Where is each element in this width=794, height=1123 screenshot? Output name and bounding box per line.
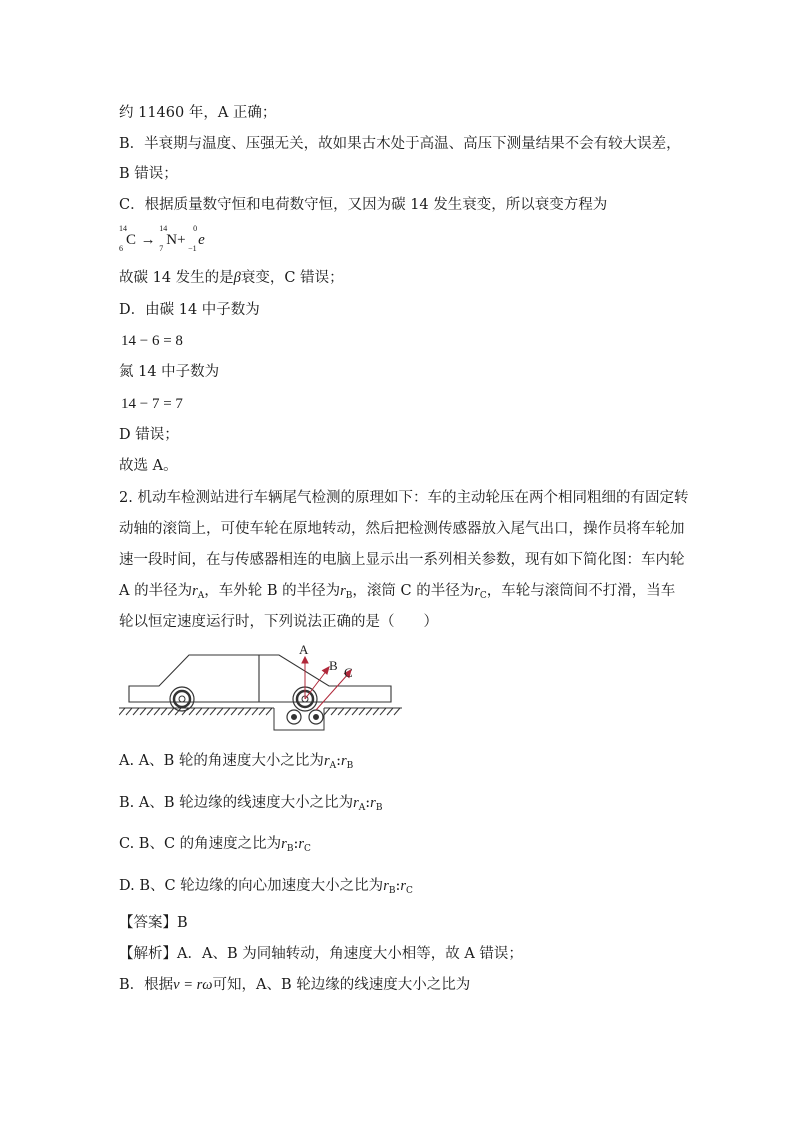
subscript: B — [375, 803, 383, 813]
text-line: B 错误； — [119, 166, 178, 182]
ratio-colon: : — [365, 795, 371, 811]
text-line: 故选 A。 — [119, 458, 178, 474]
subscript: C — [406, 886, 413, 896]
text-line — [119, 268, 344, 288]
radius-symbol: r — [340, 753, 347, 769]
hatch-mark — [147, 708, 153, 715]
text-fragment: 衰变，C 错误； — [240, 270, 344, 286]
hatch-mark — [189, 708, 195, 715]
radius-symbol: r — [281, 836, 287, 852]
reaction-arrow: → — [140, 232, 156, 248]
question-line: 轮以恒定速度运行时，下列说法正确的是（ ） — [119, 614, 438, 630]
subscript: B — [346, 761, 354, 771]
hatch-mark — [331, 708, 337, 715]
subscript: B — [388, 886, 396, 896]
hatch-mark — [245, 708, 251, 715]
ratio-colon: : — [395, 878, 401, 894]
text-fragment: ，滚筒 C 的半径为 — [352, 583, 475, 599]
text-fragment: ，车轮与滚筒间不打滑，当车 — [486, 583, 676, 599]
formula: v = rω — [173, 977, 213, 993]
hatch-mark — [366, 708, 372, 715]
hatch-mark — [210, 708, 216, 715]
option-a — [119, 751, 353, 776]
hatch-mark — [196, 708, 202, 715]
hatch-mark — [119, 708, 125, 715]
text-fragment: 故碳 14 发生的是 — [119, 270, 234, 286]
charge-number: −1 — [188, 244, 197, 253]
nitrogen-nuclide — [159, 224, 178, 253]
charge-number: 7 — [159, 244, 164, 253]
option-text: D. B、C 轮边缘的向心加速度大小之比为 — [119, 878, 384, 894]
hatch-mark — [231, 708, 237, 715]
plus-sign: + — [177, 232, 186, 248]
element-symbol: e — [198, 232, 205, 248]
text-line: D．由碳 14 中子数为 — [119, 302, 260, 318]
text-line: 约 11460 年，A 正确； — [119, 105, 277, 121]
radius-symbol: r — [474, 583, 480, 599]
carbon-nuclide — [119, 224, 137, 253]
rear-wheel — [170, 687, 194, 711]
hatch-mark — [338, 708, 344, 715]
text-line: D 错误； — [119, 427, 179, 443]
ground-hatching — [119, 708, 402, 715]
hatch-mark — [140, 708, 146, 715]
radius-symbol: r — [192, 583, 198, 599]
mass-number: 0 — [193, 224, 198, 233]
question-line: 2. 机动车检测站进行车辆尾气检测的原理如下：车的主动轮压在两个相同粗细的有固定转 — [119, 490, 689, 506]
text-line: B．半衰期与温度、压强无关，故如果古木处于高温、高压下测量结果不会有较大误差， — [119, 136, 681, 152]
roller-left — [287, 710, 301, 724]
hatch-mark — [373, 708, 379, 715]
hatch-mark — [345, 708, 351, 715]
hatch-mark — [394, 708, 400, 715]
hatch-mark — [252, 708, 258, 715]
option-text: C. B、C 的角速度之比为 — [119, 836, 282, 852]
subscript: B — [286, 844, 294, 854]
label-a: A — [299, 642, 309, 657]
mass-number: 14 — [159, 224, 168, 233]
element-symbol: C — [126, 232, 137, 248]
hatch-mark — [224, 708, 230, 715]
option-d — [119, 876, 413, 901]
hatch-mark — [259, 708, 265, 715]
decay-equation — [119, 224, 205, 253]
equation-line: 14 − 6 = 8 — [121, 333, 183, 349]
subscript: C — [479, 591, 487, 601]
subscript: A — [358, 803, 366, 813]
radius-symbol: r — [383, 878, 389, 894]
subscript: C — [303, 844, 311, 854]
question-line: 速一段时间，在与传感器相连的电脑上显示出一系列相关参数，现有如下简化图：车内轮 — [119, 552, 685, 568]
radius-symbol: r — [323, 753, 330, 769]
answer-label: 【答案】B — [119, 915, 188, 931]
charge-number: 6 — [119, 244, 123, 253]
subscript: A — [329, 761, 337, 771]
equation-line: 14 − 7 = 7 — [121, 396, 183, 412]
electron-term — [188, 224, 205, 253]
question-line — [119, 581, 675, 606]
hatch-mark — [133, 708, 139, 715]
hatch-mark — [352, 708, 358, 715]
option-c — [119, 834, 311, 859]
text-line: 氮 14 中子数为 — [119, 364, 220, 380]
hatch-mark — [359, 708, 365, 715]
hatch-mark — [154, 708, 160, 715]
option-b — [119, 793, 382, 818]
hatch-mark — [161, 708, 167, 715]
radius-symbol: r — [353, 795, 359, 811]
radius-symbol: r — [340, 583, 346, 599]
ratio-colon: : — [293, 836, 299, 852]
analysis-line: 【解析】A．A、B 为同轴转动，角速度大小相等，故 A 错误； — [119, 946, 523, 962]
ratio-colon: : — [336, 753, 341, 769]
option-text: B. A、B 轮边缘的线速度大小之比为 — [119, 795, 354, 811]
option-text: A. A、B 轮的角速度大小之比为 — [119, 753, 324, 769]
beta-symbol: β — [233, 270, 241, 286]
hatch-mark — [238, 708, 244, 715]
car-roller-diagram — [119, 638, 409, 738]
question-line: 动轴的滚筒上，可使车轮在原地转动，然后把检测传感器放入尾气出口，操作员将车轮加 — [119, 521, 685, 537]
hatch-mark — [380, 708, 386, 715]
hatch-mark — [266, 708, 272, 715]
hatch-mark — [217, 708, 223, 715]
text-fragment: B．根据 — [119, 977, 174, 993]
hatch-mark — [203, 708, 209, 715]
text-fragment: ，车外轮 B 的半径为 — [204, 583, 341, 599]
mass-number: 14 — [119, 224, 127, 233]
element-symbol: N — [166, 232, 178, 248]
radius-symbol: r — [400, 878, 407, 894]
text-fragment: 可知，A、B 轮边缘的线速度大小之比为 — [212, 977, 471, 993]
text-fragment: A 的半径为 — [119, 583, 193, 599]
roller-right — [309, 710, 323, 724]
radius-symbol: r — [370, 795, 376, 811]
label-b: B — [329, 658, 338, 673]
hatch-mark — [324, 708, 330, 715]
analysis-line — [119, 975, 470, 995]
radius-symbol: r — [298, 836, 304, 852]
hatch-mark — [168, 708, 174, 715]
hatch-mark — [387, 708, 393, 715]
subscript: A — [197, 591, 205, 601]
subscript: B — [345, 591, 353, 601]
hatch-mark — [126, 708, 132, 715]
label-c: C — [344, 665, 353, 680]
text-line: C．根据质量数守恒和电荷数守恒，又因为碳 14 发生衰变，所以衰变方程为 — [119, 197, 608, 213]
